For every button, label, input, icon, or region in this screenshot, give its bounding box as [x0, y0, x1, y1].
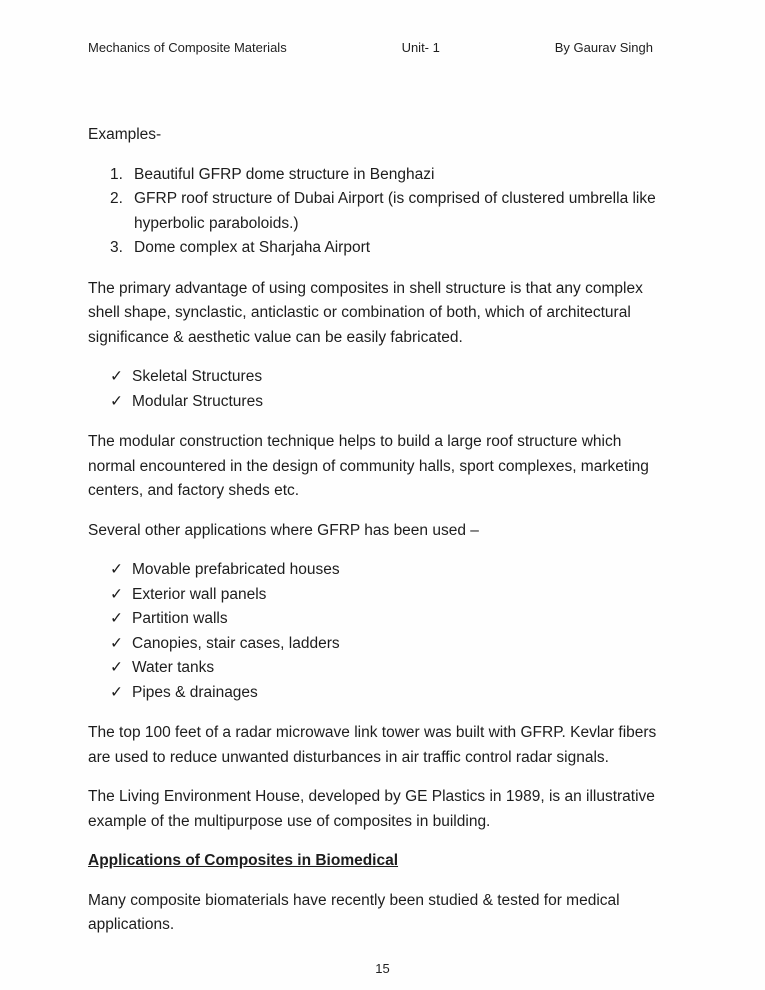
document-body — [0, 123, 765, 953]
list-item-text: Skeletal Structures — [132, 368, 263, 385]
list-item-text: Canopies, stair cases, ladders — [132, 634, 340, 652]
list-item — [110, 365, 661, 390]
list-number: 2. — [110, 190, 123, 207]
header-author: By Gaurav Singh — [554, 40, 653, 55]
check-icon: ✓ — [110, 634, 123, 652]
check-icon: ✓ — [110, 392, 123, 410]
list-item — [110, 583, 661, 608]
list-item — [110, 163, 661, 188]
list-item — [110, 681, 661, 706]
check-icon: ✓ — [110, 368, 123, 385]
page-number: 15 — [375, 961, 390, 976]
list-item — [110, 607, 661, 632]
paragraph-shell-advantage: The primary advantage of using composites in shell structure is that any complex shell shape, synclastic, anticlastic or combination of both, which of architectural significance & aesthetic value can be easily fabricated. — [88, 279, 643, 346]
list-item-text: Dome complex at Sharjaha Airport — [134, 239, 371, 256]
check-icon: ✓ — [110, 659, 123, 676]
header-course-title: Mechanics of Composite Materials — [88, 40, 287, 55]
list-item-text: Movable prefabricated houses — [132, 561, 340, 578]
page-header — [0, 0, 765, 55]
page-footer — [0, 961, 765, 990]
list-item — [110, 390, 661, 415]
check-icon: ✓ — [110, 561, 123, 578]
check-list-structures — [88, 365, 661, 414]
list-item-text: Pipes & drainages — [132, 683, 258, 701]
list-item-text: GFRP roof structure of Dubai Airport (is comprised of clustered umbrella like hyperbolic paraboloids.) — [134, 190, 656, 232]
check-icon: ✓ — [110, 610, 123, 627]
list-item-text: Water tanks — [132, 659, 215, 676]
header-unit-label: Unit- 1 — [401, 40, 440, 55]
list-number: 3. — [110, 239, 123, 256]
list-item-text: Modular Structures — [132, 392, 263, 410]
paragraph-modular-construction: The modular construction technique helps to build a large roof structure which normal encountered in the design of community halls, sport complexes, marketing centers, and factory sheds etc. — [88, 433, 649, 499]
paragraph-several-applications: Several other applications where GFRP has been used – — [88, 521, 479, 539]
list-item — [110, 656, 661, 681]
check-icon: ✓ — [110, 585, 123, 603]
paragraph-biomedical-intro: Many composite biomaterials have recently been studied & tested for medical applications. — [88, 891, 620, 933]
list-item-text: Partition walls — [132, 610, 228, 627]
list-item — [110, 187, 661, 236]
paragraph-radar-tower: The top 100 feet of a radar microwave link tower was built with GFRP. Kevlar fibers are used to reduce unwanted disturbances in air traffic control radar signals. — [88, 724, 657, 766]
numbered-list — [88, 163, 661, 261]
paragraph-living-environment-house: The Living Environment House, developed by GE Plastics in 1989, is an illustrative example of the multipurpose use of composites in building. — [88, 788, 655, 830]
list-item-text: Exterior wall panels — [132, 585, 267, 603]
check-list-applications — [88, 558, 661, 705]
section-heading-biomedical: Applications of Composites in Biomedical — [88, 852, 399, 869]
check-icon: ✓ — [110, 683, 123, 701]
list-number: 1. — [110, 165, 123, 183]
list-item — [110, 236, 661, 261]
list-item-text: Beautiful GFRP dome structure in Benghazi — [134, 165, 435, 183]
list-item — [110, 632, 661, 657]
list-item — [110, 558, 661, 583]
examples-label: Examples- — [88, 126, 162, 143]
